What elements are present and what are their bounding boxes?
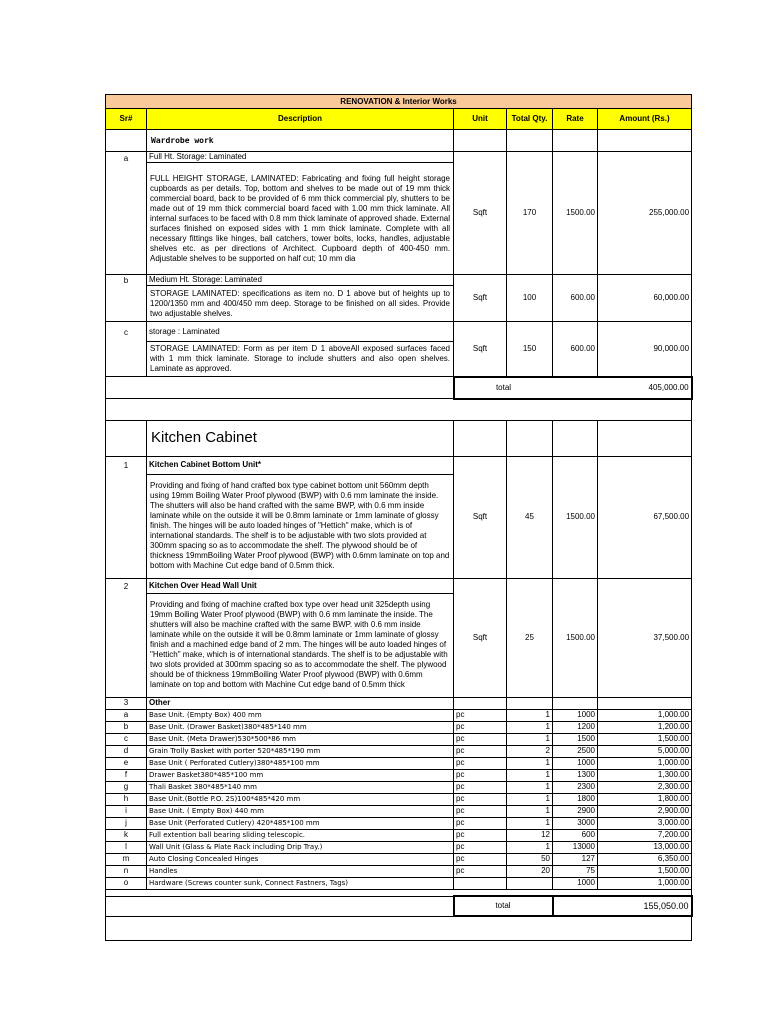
- item-qty: 1: [507, 841, 553, 853]
- other-item-row: [106, 829, 692, 841]
- item-amount: 1,500.00: [598, 733, 692, 745]
- item-qty: 1: [507, 709, 553, 721]
- other-item-row: [106, 721, 692, 733]
- item-qty: 2: [507, 745, 553, 757]
- item-sr: n: [106, 865, 147, 877]
- table-row: [106, 578, 692, 593]
- item-unit: [454, 877, 507, 889]
- page-title: RENOVATION & Interior Works: [106, 95, 692, 109]
- table-row: [106, 456, 692, 474]
- table-row: [106, 322, 692, 342]
- other-item-row: [106, 781, 692, 793]
- item-description: STORAGE LAMINATED: Form as per item D 1 aboveAll exposed surfaces faced with 1 mm thick laminate. Storage to include shutters and also open shelves. Laminate as approved.: [147, 342, 454, 377]
- item-amount: 1,000.00: [598, 709, 692, 721]
- item-sr: k: [106, 829, 147, 841]
- item-unit: pc: [454, 865, 507, 877]
- item-unit: Sqft: [454, 456, 507, 578]
- item-unit: pc: [454, 829, 507, 841]
- item-sr: 3: [106, 697, 147, 709]
- item-amount: 1,300.00: [598, 769, 692, 781]
- item-amount: 37,500.00: [598, 578, 692, 697]
- item-unit: pc: [454, 721, 507, 733]
- header-total-qty: Total Qty.: [507, 109, 553, 130]
- item-qty: 1: [507, 757, 553, 769]
- item-unit: pc: [454, 817, 507, 829]
- table-row: [106, 152, 692, 163]
- item-qty: 1: [507, 781, 553, 793]
- wardrobe-heading-row: [106, 130, 692, 152]
- item-rate: 600: [553, 829, 598, 841]
- item-description: Grain Trolly Basket with porter 520*485*190 mm: [147, 745, 454, 757]
- item-unit: pc: [454, 745, 507, 757]
- item-sr: 2: [106, 578, 147, 697]
- item-amount: 255,000.00: [598, 152, 692, 275]
- item-qty: 45: [507, 456, 553, 578]
- item-sr: g: [106, 781, 147, 793]
- item-rate: 600.00: [553, 275, 598, 322]
- item-rate: 2900: [553, 805, 598, 817]
- item-rate: 1000: [553, 757, 598, 769]
- other-item-row: [106, 793, 692, 805]
- total-value: 155,050.00: [553, 896, 692, 916]
- item-qty: 12: [507, 829, 553, 841]
- table-row: [106, 275, 692, 286]
- item-amount: 1,000.00: [598, 757, 692, 769]
- item-description: Thali Basket 380*485*140 mm: [147, 781, 454, 793]
- item-description: Providing and fixing of machine crafted box type over head unit 325depth using 19mm Boiling Water Proof plywood (BWP) with 0.6 mm laminate the inside. The shutters will also be machine crafted with the same BWP. with 0.6 mm inside laminate while on the outside it will be 0.8mm laminate or 1mm laminate of glossy finish and a machined edge band of 2 mm. The hinges will be auto loaded hinges of "Hettich" make, which is of international standards. The shelf is to be adjustable with two slots provided at 300mm spacing so as to accommodate the shelf. The plywood should be of thickness 19mmBoiling Water Proof plywood (BWP) with 0.6mm laminate on top and bottom with Machine Cut edge band of 0.5mm thick: [147, 593, 454, 697]
- item-sr: m: [106, 853, 147, 865]
- other-heading-row: [106, 697, 692, 709]
- item-sr: b: [106, 721, 147, 733]
- item-qty: 1: [507, 805, 553, 817]
- header-sr: Sr#: [106, 109, 147, 130]
- item-amount: 2,300.00: [598, 781, 692, 793]
- item-amount: 67,500.00: [598, 456, 692, 578]
- item-unit: pc: [454, 757, 507, 769]
- item-sr: d: [106, 745, 147, 757]
- item-unit: pc: [454, 853, 507, 865]
- item-unit: pc: [454, 841, 507, 853]
- header-unit: Unit: [454, 109, 507, 130]
- item-description: Drawer Basket380*485*100 mm: [147, 769, 454, 781]
- item-qty: 1: [507, 817, 553, 829]
- item-description: Base Unit. ( Empty Box) 440 mm: [147, 805, 454, 817]
- header-description: Description: [147, 109, 454, 130]
- total-label: total: [454, 377, 553, 399]
- item-amount: 13,000.00: [598, 841, 692, 853]
- other-item-row: [106, 757, 692, 769]
- item-amount: 2,900.00: [598, 805, 692, 817]
- header-row: [106, 109, 692, 130]
- item-label: Medium Ht. Storage: Laminated: [147, 275, 454, 286]
- item-description: Auto Closing Concealed Hinges: [147, 853, 454, 865]
- other-item-row: [106, 865, 692, 877]
- item-amount: 1,000.00: [598, 877, 692, 889]
- item-unit: pc: [454, 793, 507, 805]
- item-rate: 1000: [553, 877, 598, 889]
- item-rate: 75: [553, 865, 598, 877]
- item-qty: 170: [507, 152, 553, 275]
- other-item-row: [106, 805, 692, 817]
- item-sr: c: [106, 322, 147, 377]
- spacer-row: [106, 916, 692, 940]
- kitchen-heading-row: [106, 420, 692, 456]
- item-description: Base Unit.(Bottle P.O. 2S)100*485*420 mm: [147, 793, 454, 805]
- header-amount: Amount (Rs.): [598, 109, 692, 130]
- item-sr: 1: [106, 456, 147, 578]
- item-sr: e: [106, 757, 147, 769]
- total-label: total: [454, 896, 553, 916]
- item-sr: b: [106, 275, 147, 322]
- item-rate: 600.00: [553, 322, 598, 377]
- item-description: Base Unit ( Perforated Cutlery)380*485*100 mm: [147, 757, 454, 769]
- item-rate: 1300: [553, 769, 598, 781]
- total-value: 405,000.00: [553, 377, 692, 399]
- other-item-row: [106, 733, 692, 745]
- item-amount: 7,200.00: [598, 829, 692, 841]
- item-sr: a: [106, 709, 147, 721]
- item-unit: Sqft: [454, 275, 507, 322]
- item-rate: 1000: [553, 709, 598, 721]
- item-qty: 1: [507, 769, 553, 781]
- kitchen-total-row: [106, 896, 692, 916]
- item-rate: 127: [553, 853, 598, 865]
- spacer-row: [106, 889, 692, 896]
- title-row: [106, 95, 692, 109]
- item-qty: [507, 877, 553, 889]
- item-rate: 2300: [553, 781, 598, 793]
- item-description: Hardware (Screws counter sunk, Connect Fastners, Tags): [147, 877, 454, 889]
- item-label: Kitchen Cabinet Bottom Unit*: [147, 456, 454, 474]
- item-unit: Sqft: [454, 322, 507, 377]
- other-item-row: [106, 769, 692, 781]
- item-rate: 1500.00: [553, 456, 598, 578]
- item-description: Base Unit. (Meta Drawer)530*500*86 mm: [147, 733, 454, 745]
- item-rate: 2500: [553, 745, 598, 757]
- item-description: STORAGE LAMINATED: specifications as item no. D 1 above but of heights up to 1200/1350 mm and 400/450 mm deep. Storage to be finished on all sides. Provide two adjustable shelves.: [147, 286, 454, 322]
- item-unit: Sqft: [454, 578, 507, 697]
- spacer-row: [106, 399, 692, 421]
- item-qty: 1: [507, 733, 553, 745]
- item-label: Full Ht. Storage: Laminated: [147, 152, 454, 163]
- other-item-row: [106, 709, 692, 721]
- boq-table: [105, 94, 693, 941]
- section-title-kitchen: Kitchen Cabinet: [147, 420, 454, 456]
- header-rate: Rate: [553, 109, 598, 130]
- item-sr: a: [106, 152, 147, 275]
- item-amount: 60,000.00: [598, 275, 692, 322]
- wardrobe-total-row: [106, 377, 692, 399]
- item-sr: j: [106, 817, 147, 829]
- item-sr: l: [106, 841, 147, 853]
- other-item-row: [106, 853, 692, 865]
- section-title-wardrobe: Wardrobe work: [147, 130, 454, 152]
- item-label: storage : Laminated: [147, 322, 454, 342]
- item-sr: i: [106, 805, 147, 817]
- item-amount: 1,200.00: [598, 721, 692, 733]
- item-description: Base Unit. (Empty Box) 400 mm: [147, 709, 454, 721]
- item-qty: 1: [507, 793, 553, 805]
- item-description: Handles: [147, 865, 454, 877]
- other-item-row: [106, 745, 692, 757]
- item-description: Base Unit (Perforated Cutlery) 420*485*100 mm: [147, 817, 454, 829]
- item-rate: 1500: [553, 733, 598, 745]
- item-qty: 1: [507, 721, 553, 733]
- item-unit: pc: [454, 709, 507, 721]
- item-label: Kitchen Over Head Wall Unit: [147, 578, 454, 593]
- item-unit: pc: [454, 769, 507, 781]
- item-amount: 1,800.00: [598, 793, 692, 805]
- item-qty: 100: [507, 275, 553, 322]
- item-rate: 13000: [553, 841, 598, 853]
- item-amount: 6,350.00: [598, 853, 692, 865]
- item-unit: pc: [454, 781, 507, 793]
- other-item-row: [106, 877, 692, 889]
- item-sr: o: [106, 877, 147, 889]
- item-qty: 50: [507, 853, 553, 865]
- item-description: Wall Unit (Glass & Plate Rack including Drip Tray.): [147, 841, 454, 853]
- item-amount: 5,000.00: [598, 745, 692, 757]
- item-sr: c: [106, 733, 147, 745]
- item-sr: h: [106, 793, 147, 805]
- item-rate: 1500.00: [553, 578, 598, 697]
- item-amount: 3,000.00: [598, 817, 692, 829]
- item-description: Base Unit. (Drawer Basket)380*485*140 mm: [147, 721, 454, 733]
- item-amount: 1,500.00: [598, 865, 692, 877]
- item-qty: 25: [507, 578, 553, 697]
- item-amount: 90,000.00: [598, 322, 692, 377]
- item-description: Full extention ball bearing sliding telescopic.: [147, 829, 454, 841]
- item-description: FULL HEIGHT STORAGE, LAMINATED: Fabricating and fixing full height storage cupboards as per details. Top, bottom and shelves to be made out of 19 mm thick commercial board, back to be provided of 6 mm thick commercial ply, shutters to be made out of 19 mm thick commercial board faced with 1.00 mm thick laminate. All internal surfaces to be faced with 0.8 mm thick laminate of approved shade. External surfaces finished on exposed sides with 1 mm thick laminate. Complete with all necessary fittings like hinges, ball catchers, tower bolts, locks, handles, adjustable shelves etc. as per directions of Architect. Cupboard depth of 400-450 mm. Adjustable shelves to be supported on half cut; 10 mm dia: [147, 163, 454, 275]
- item-label: Other: [147, 697, 454, 709]
- item-qty: 150: [507, 322, 553, 377]
- item-unit: Sqft: [454, 152, 507, 275]
- item-rate: 3000: [553, 817, 598, 829]
- item-unit: pc: [454, 805, 507, 817]
- other-item-row: [106, 841, 692, 853]
- item-sr: f: [106, 769, 147, 781]
- item-rate: 1200: [553, 721, 598, 733]
- item-description: Providing and fixing of hand crafted box type cabinet bottom unit 560mm depth using 19mm Boiling Water Proof plywood (BWP) with 0.6 mm laminate the inside. The shutters will also be hand crafted with the same BWP, with 0.6 mm inside laminate while on the outside it will be 0.8mm laminate or 1mm laminate of glossy finish. The hinges will be auto loaded hinges of "Hettich" make, which is of international standards. The shelf is to be adjustable with two slots provided at 300mm spacing so as to accommodate the shelf. The plywood should be of thickness 19mmBoiling Water Proof plywood (BWP) with 0.6mm laminate on top and bottom with Machine Cut edge band of 0.5mm thick.: [147, 474, 454, 578]
- item-rate: 1500.00: [553, 152, 598, 275]
- item-qty: 20: [507, 865, 553, 877]
- item-rate: 1800: [553, 793, 598, 805]
- item-unit: pc: [454, 733, 507, 745]
- other-item-row: [106, 817, 692, 829]
